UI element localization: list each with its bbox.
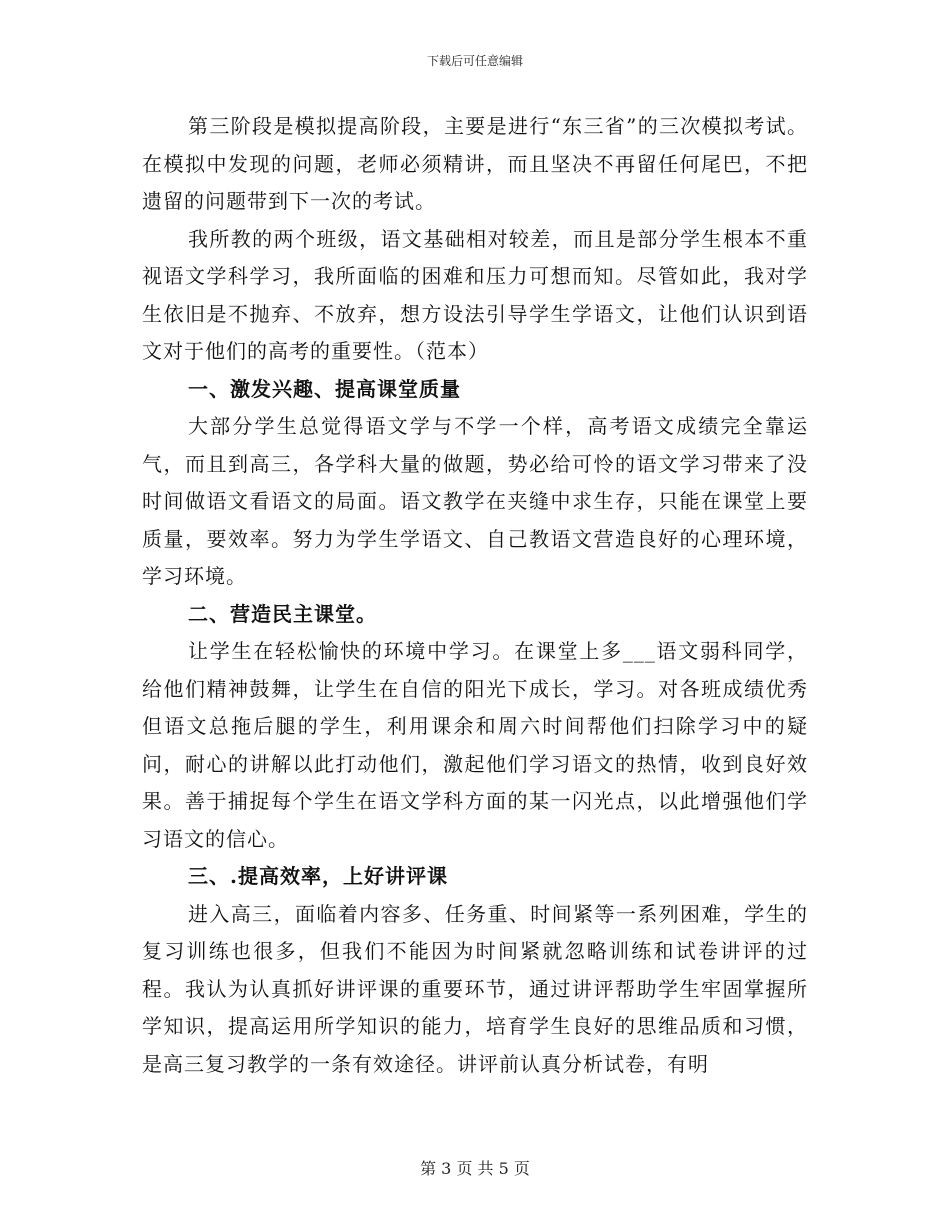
paragraph-interest: 大部分学生总觉得语文学与不学一个样，高考语文成绩完全靠运气，而且到高三，各学科大量的做题，势必给可怜的语文学习带来了没时间做语文看语文的局面。语文教学在夹缝中求生存，只能在课堂上要质量，要效率。努力为学生学语文、自己教语文营造良好的心理环境，学习环境。 (142, 414, 808, 588)
page-header: 下载后可任意编辑 (426, 54, 523, 68)
paragraph-efficiency: 进入高三，面临着内容多、任务重、时间紧等一系列困难，学生的复习训练也很多，但我们不能因为时间紧就忽略训练和试卷讲评的过程。我认为认真抓好讲评课的重要环节，通过讲评帮助学生牢固掌握所学知识，提高运用所学知识的能力，培育学生良好的思维品质和习惯，是高三复习教学的一条有效途径。讲评前认真分析试卷，有明 (142, 901, 808, 1076)
page-number: 第 3 页 共 5 页 (420, 1159, 530, 1178)
section-heading-3: 三、.提高效率，上好讲评课 (188, 864, 448, 888)
paragraph-stage-three: 第三阶段是模拟提高阶段，主要是进行“东三省”的三次模拟考试。在模拟中发现的问题，老师必须精讲，而且坚决不再留任何尾巴，不把遗留的问题带到下一次的考试。 (142, 114, 808, 213)
paragraph-democratic-classroom: 让学生在轻松愉快的环境中学习。在课堂上多___语文弱科同学，给他们精神鼓舞，让学生在自信的阳光下成长，学习。对各班成绩优秀但语文总拖后腿的学生，利用课余和周六时间帮他们扫除学习中的疑问，耐心的讲解以此打动他们，激起他们学习语文的热情，收到良好效果。善于捕捉每个学生在语文学科方面的某一闪光点，以此增强他们学习语文的信心。 (142, 639, 808, 851)
paragraph-classes: 我所教的两个班级，语文基础相对较差，而且是部分学生根本不重视语文学科学习，我所面临的困难和压力可想而知。尽管如此，我对学生依旧是不抛弃、不放弃，想方设法引导学生学语文，让他们认识到语文对于他们的高考的重要性。（范本） (142, 226, 808, 363)
section-heading-2: 二、营造民主课堂。 (188, 601, 377, 626)
section-heading-1: 一、激发兴趣、提高课堂质量 (188, 376, 461, 401)
document-body (142, 108, 808, 1083)
